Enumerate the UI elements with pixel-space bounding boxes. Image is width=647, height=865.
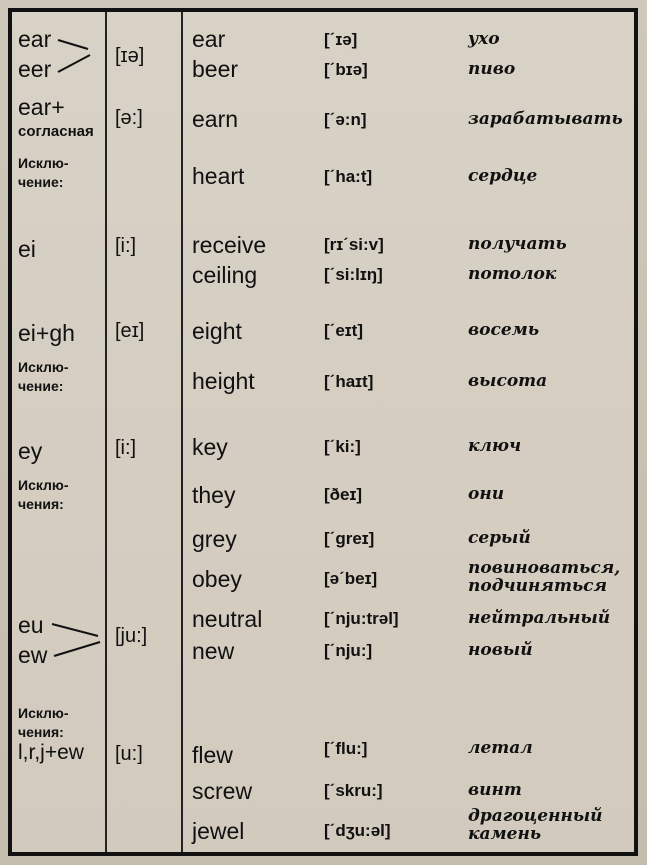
transcription: [ðeɪ] [324, 485, 363, 504]
example-word: beer [192, 56, 239, 82]
example-word: obey [192, 566, 242, 592]
exception-label: Исклю-чение: [18, 155, 69, 190]
example-word: flew [192, 742, 233, 768]
example-word: ceiling [192, 262, 258, 288]
transcription: [ˊɪə] [324, 30, 358, 49]
transcription: [ˊflu:] [324, 739, 368, 758]
example-word: they [192, 482, 236, 508]
transcription: [ˊhaɪt] [324, 372, 374, 391]
translation: винт [468, 780, 522, 800]
translation: зарабатывать [468, 109, 623, 129]
translation: они [468, 484, 505, 504]
example-word: ear [192, 26, 226, 52]
transcription: [ˊeɪt] [324, 321, 363, 340]
sound: [ə:] [115, 107, 143, 129]
sound: [i:] [115, 437, 137, 459]
example-word: new [192, 638, 235, 664]
sound: [ɪə] [115, 45, 145, 67]
arrow-icon [58, 38, 118, 88]
transcription: [ˊsi:lɪŋ] [324, 265, 383, 284]
column-divider [181, 12, 183, 852]
example-word: height [192, 368, 255, 394]
letter-combination: eer [18, 56, 52, 82]
arrow-icon [52, 622, 112, 672]
letter-combination: ei [18, 236, 36, 262]
sound: [u:] [115, 743, 143, 765]
transcription: [ˊnju:trəl] [324, 609, 399, 628]
translation: потолок [468, 264, 557, 284]
translation: сердце [468, 166, 538, 186]
transcription: [ˊha:t] [324, 167, 373, 186]
exception-label: Исклю-чения: [18, 705, 69, 740]
translation: восемь [468, 320, 540, 340]
transcription: [ˊgreɪ] [324, 529, 375, 548]
letter-combination: l,r,j+ew [18, 741, 84, 764]
example-word: earn [192, 106, 239, 132]
letter-combination: ey [18, 438, 43, 464]
transcription: [ˊnju:] [324, 641, 373, 660]
translation: ключ [468, 436, 522, 456]
phonetics-table [8, 8, 638, 856]
translation: высота [468, 371, 548, 391]
example-word: receive [192, 232, 267, 258]
letter-combination: eu [18, 612, 44, 638]
translation: пиво [468, 59, 516, 79]
translation: летал [468, 738, 533, 758]
example-word: grey [192, 526, 237, 552]
letter-combination-note: согласная [18, 123, 94, 140]
transcription: [rɪˊsi:v] [324, 235, 384, 254]
example-word: eight [192, 318, 242, 344]
example-word: key [192, 434, 228, 460]
sound: [i:] [115, 235, 137, 257]
letter-combination: ei+gh [18, 320, 75, 346]
example-word: heart [192, 163, 245, 189]
sound: [ju:] [115, 625, 148, 647]
transcription: [ˊskru:] [324, 781, 383, 800]
letter-combination: ear [18, 26, 52, 52]
translation: повиноваться, подчиняться [468, 558, 621, 596]
sound: [eɪ] [115, 320, 145, 342]
translation: серый [468, 528, 531, 548]
translation: ухо [468, 29, 500, 49]
transcription: [ˊki:] [324, 437, 361, 456]
transcription: [ˊə:n] [324, 110, 367, 129]
transcription: [əˊbeɪ] [324, 569, 378, 588]
translation: драгоценный камень [468, 806, 603, 844]
example-word: neutral [192, 606, 263, 632]
transcription: [ˊbɪə] [324, 60, 368, 79]
letter-combination: ew [18, 642, 48, 668]
example-word: screw [192, 778, 253, 804]
exception-label: Исклю-чения: [18, 477, 69, 512]
translation: получать [468, 234, 567, 254]
letter-combination: ear+ [18, 94, 65, 120]
translation: нейтральный [468, 608, 611, 628]
translation: новый [468, 640, 533, 660]
transcription: [ˊdʒu:əl] [324, 821, 391, 840]
example-word: jewel [192, 818, 245, 844]
exception-label: Исклю-чение: [18, 359, 69, 394]
